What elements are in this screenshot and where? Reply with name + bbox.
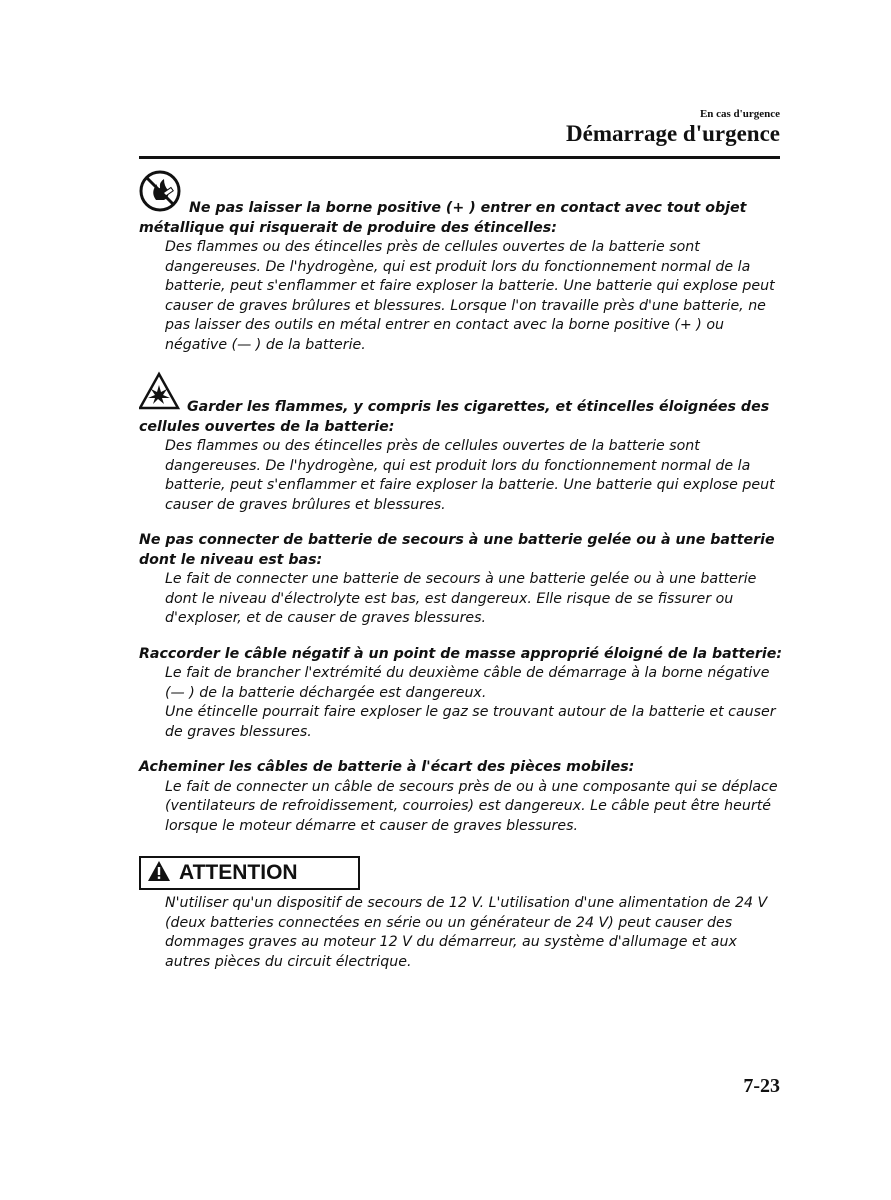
- warning-block-5: [139, 758, 784, 836]
- warning-heading-5: Acheminer les câbles de batterie à l'écart des pièces mobiles:: [139, 759, 635, 775]
- header-rule: [139, 156, 780, 159]
- no-flame-icon: [139, 170, 185, 219]
- warning-body-4a: Le fait de brancher l'extrémité du deuxième câble de démarrage à la borne négative (— ) de la batterie déchargée est dangereux.: [165, 665, 770, 701]
- page-title: Démarrage d'urgence: [566, 121, 780, 146]
- alert-triangle-icon: [147, 860, 171, 886]
- warning-heading-4: Raccorder le câble négatif à un point de masse approprié éloigné de la batterie:: [139, 645, 783, 662]
- warning-body-3: Le fait de connecter une batterie de secours à une batterie gelée ou à une batterie dont le niveau d'électrolyte est bas, est dangereux. Elle risque de se fissurer ou d'exploser, et de causer de graves blessures.: [165, 571, 757, 626]
- warning-block-1: [139, 170, 784, 355]
- warning-body-2: Des flammes ou des étincelles près de cellules ouvertes de la batterie sont dangereuses. De l'hydrogène, qui est produit lors du fonctionnement normal de la batterie, peut s'enflammer et faire exploser la batterie. Une batterie qui explose peut causer de graves brûlures et blessures.: [165, 438, 775, 513]
- warning-body-1: Des flammes ou des étincelles près de cellules ouvertes de la batterie sont dangereuses. De l'hydrogène, qui est produit lors du fonctionnement normal de la batterie, peut s'enflammer et faire exploser la batterie. Une batterie qui explose peut causer de graves brûlures et blessures. Lorsque l'on travaille près d'une batterie, ne pas laisser des outils en métal entrer en contact avec la borne positive (+ ) ou négative (— ) de la batterie.: [165, 239, 775, 353]
- warning-body-4b: Une étincelle pourrait faire exploser le gaz se trouvant autour de la batterie et causer de graves blessures.: [165, 704, 776, 740]
- warning-content: [139, 170, 784, 988]
- attention-box: [139, 856, 360, 890]
- explosion-warning-icon: [139, 371, 183, 418]
- attention-block: [139, 852, 784, 972]
- warning-block-3: [139, 531, 784, 629]
- page-number: 7-23: [743, 1075, 780, 1097]
- attention-body: N'utiliser qu'un dispositif de secours de 12 V. L'utilisation d'une alimentation de 24 V (deux batteries connectées en série ou un générateur de 24 V) peut causer des dommages graves au moteur 12 V du démarreur, au système d'allumage et aux autres pièces du circuit électrique.: [165, 895, 768, 970]
- warning-body-5: Le fait de connecter un câble de secours près de ou à une composante qui se déplace (ventilateurs de refroidissement, courroies) est dangereux. Le câble peut être heurté lorsque le moteur démarre et causer de graves blessures.: [165, 778, 778, 834]
- warning-block-4: [139, 645, 784, 743]
- warning-heading-3: Ne pas connecter de batterie de secours à une batterie gelée ou à une batterie dont le niveau est bas:: [139, 532, 775, 568]
- warning-block-2: [139, 371, 784, 515]
- warning-heading-2: Garder les flammes, y compris les cigarettes, et étincelles éloignées des cellules ouvertes de la batterie:: [139, 399, 770, 435]
- warning-heading-1: Ne pas laisser la borne positive (+ ) entrer en contact avec tout objet métallique qui risquerait de produire des étincelles:: [139, 200, 747, 236]
- attention-label: ATTENTION: [179, 861, 298, 885]
- section-label: En cas d'urgence: [699, 108, 780, 120]
